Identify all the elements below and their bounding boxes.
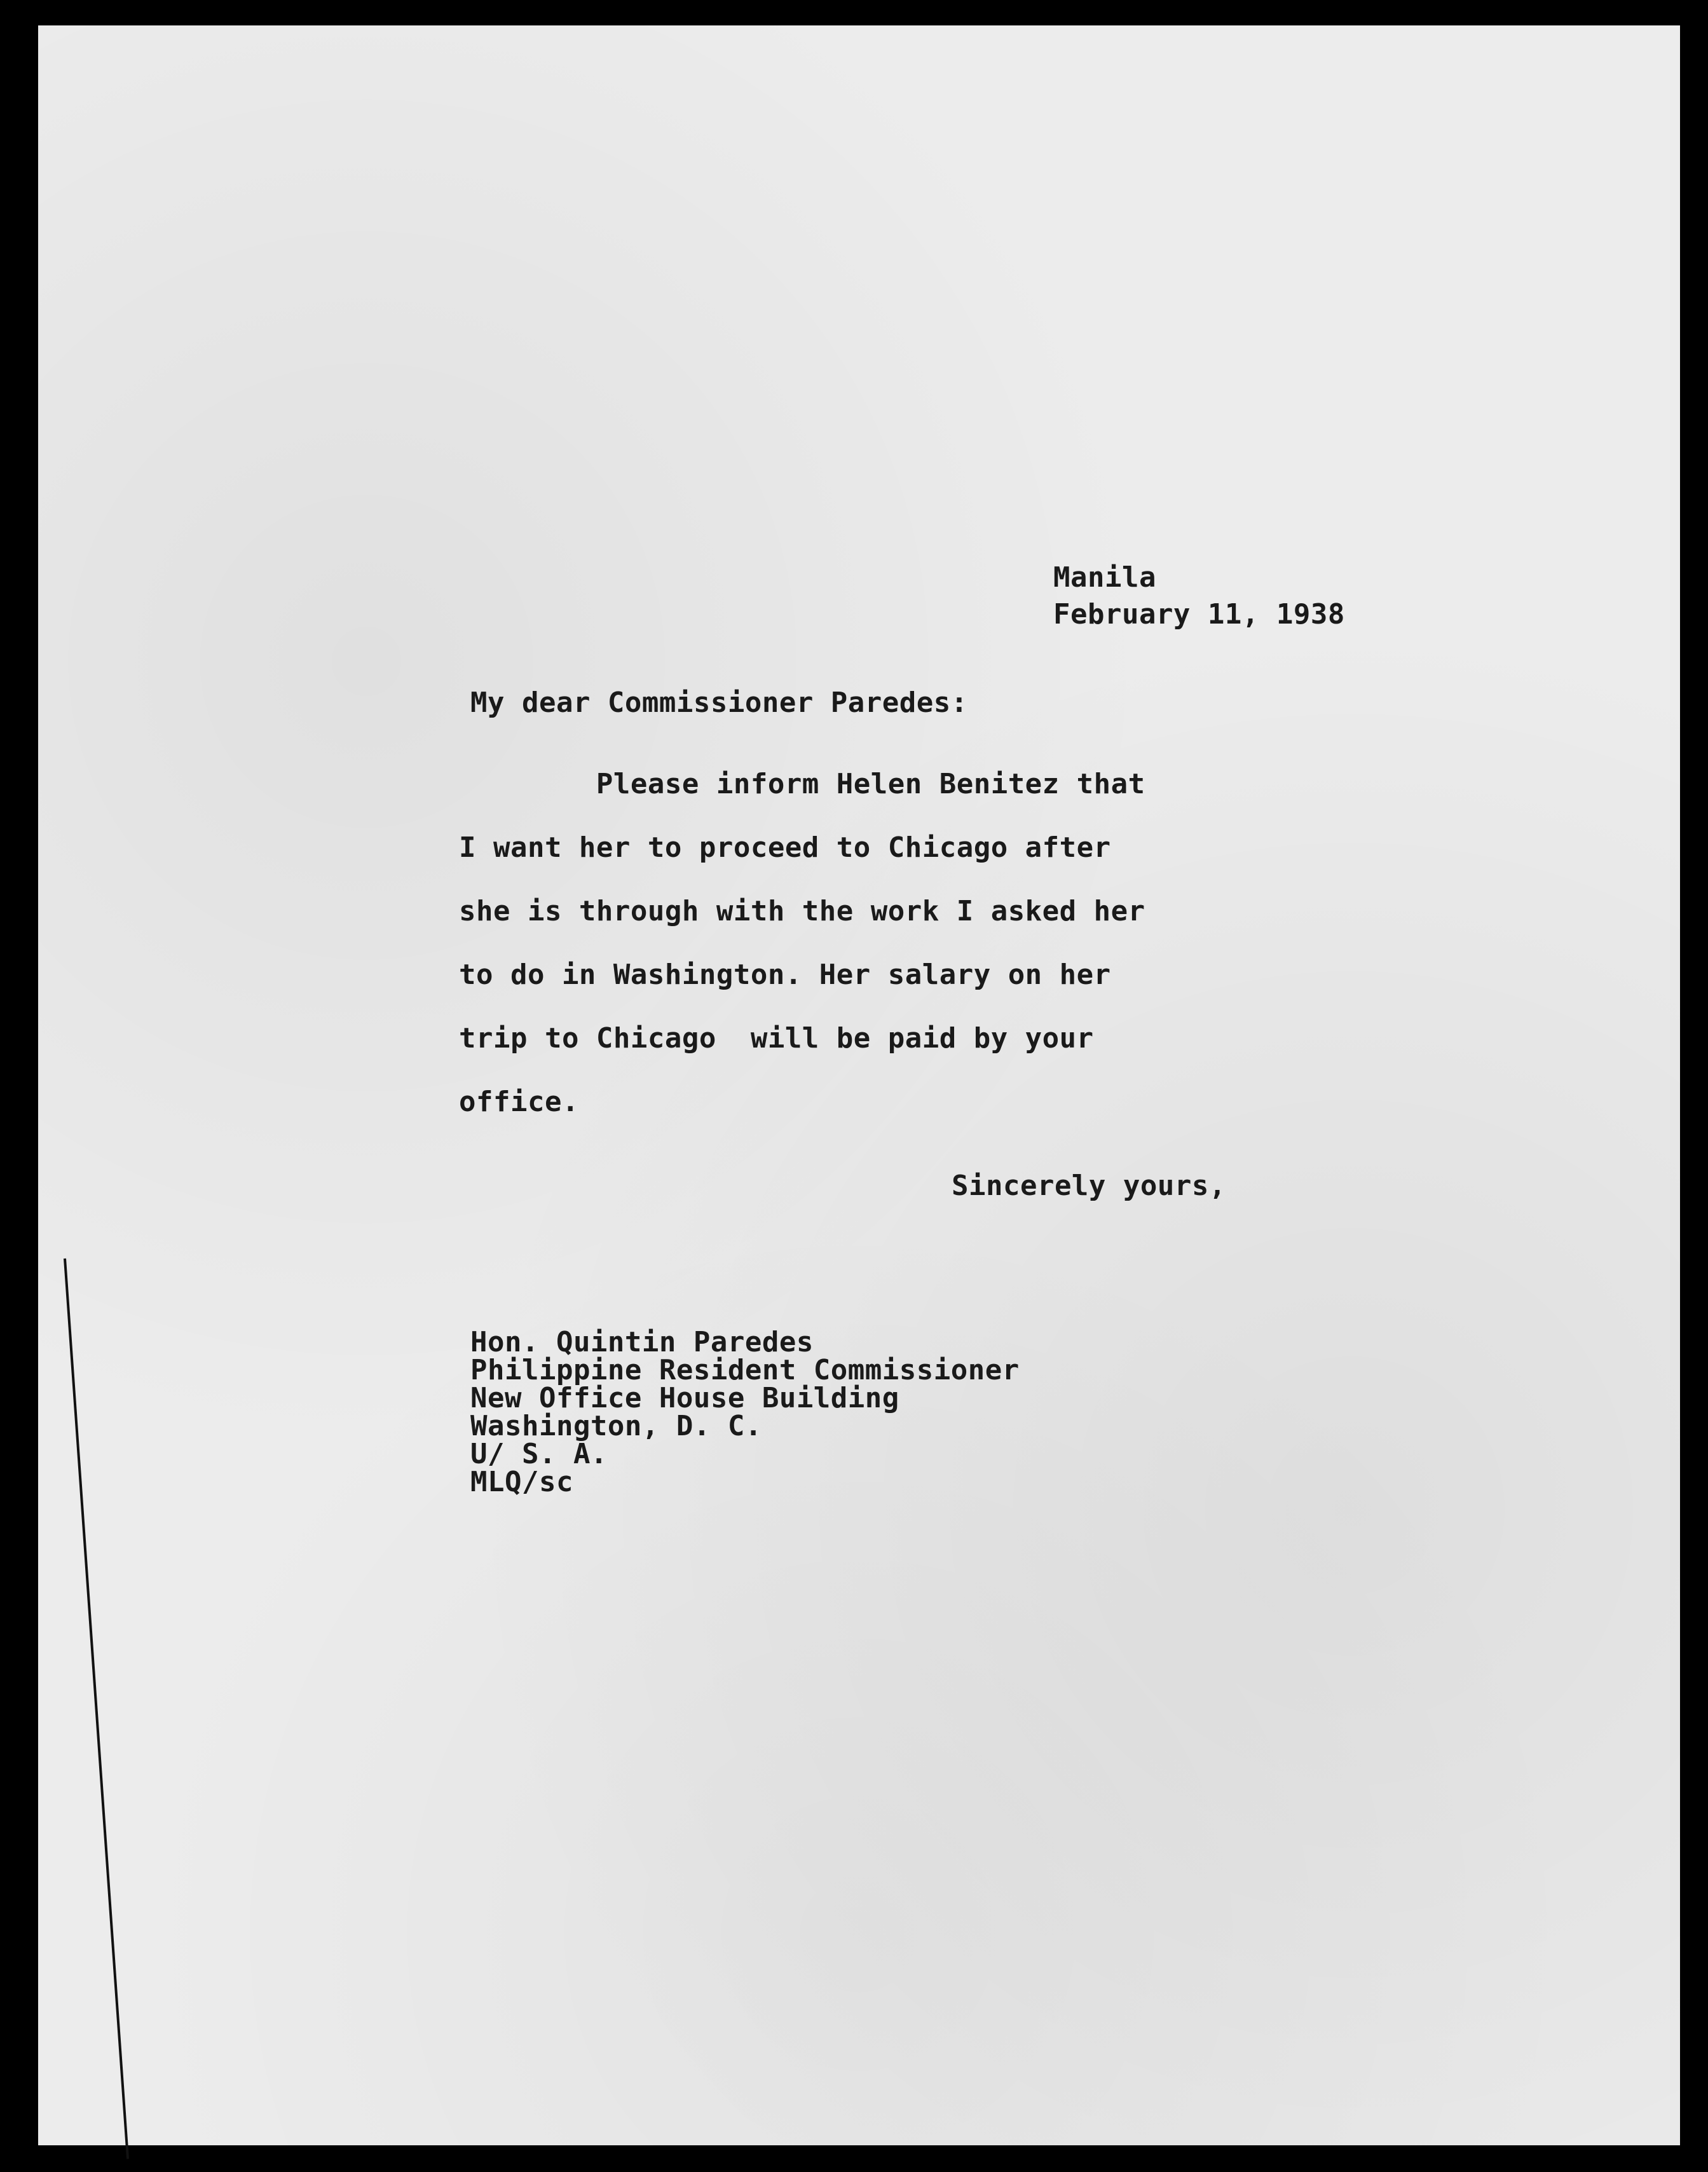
body-line: she is through with the work I asked her [459, 895, 1145, 927]
reference-initials: MLQ/sc [470, 1466, 573, 1498]
letter-body [459, 753, 1145, 1134]
address-line: New Office House Building [470, 1382, 899, 1414]
dateline [1053, 559, 1345, 633]
address-line: Philippine Resident Commissioner [470, 1354, 1020, 1386]
salutation: My dear Commissioner Paredes: [470, 686, 968, 719]
closing: Sincerely yours, [952, 1170, 1226, 1202]
page-edge-shadow [64, 1259, 129, 2159]
body-line: office. [459, 1086, 579, 1118]
body-line: trip to Chicago will be paid by your [459, 1022, 1094, 1055]
address-line: U/ S. A. [470, 1438, 608, 1470]
address-line: Washington, D. C. [470, 1410, 762, 1442]
letter-page [38, 25, 1680, 2145]
body-line: Please inform Helen Benitez that [459, 768, 1145, 800]
date: February 11, 1938 [1053, 598, 1345, 631]
address-line: Hon. Quintin Paredes [470, 1326, 814, 1358]
body-line: I want her to proceed to Chicago after [459, 831, 1111, 864]
recipient-address [470, 1328, 1020, 1496]
place: Manila [1053, 561, 1156, 594]
body-line: to do in Washington. Her salary on her [459, 959, 1111, 991]
